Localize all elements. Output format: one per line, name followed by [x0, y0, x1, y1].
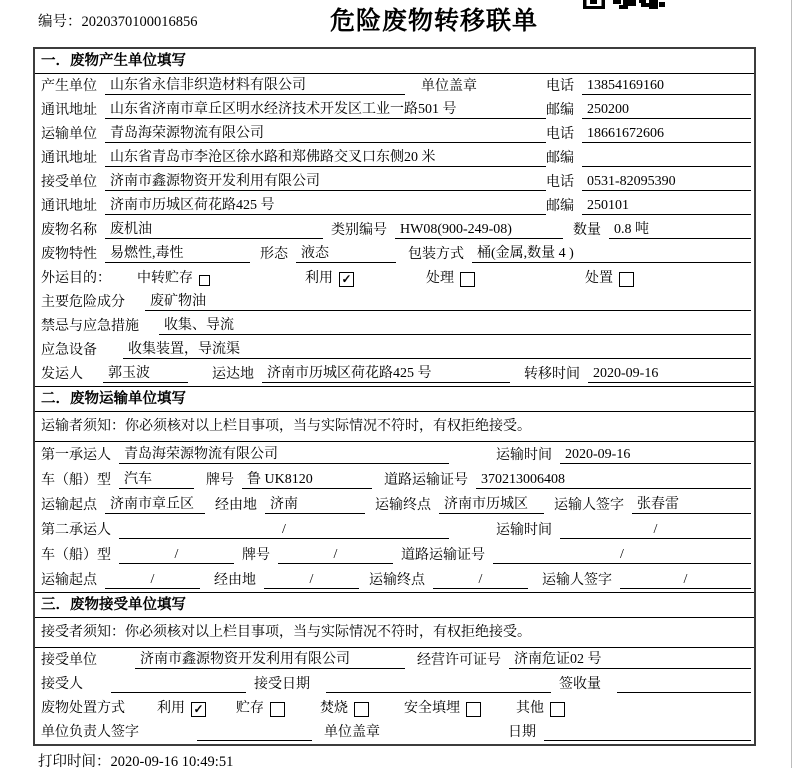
accepting-unit-label: 接受单位	[41, 653, 97, 668]
section-producer-title: 一．废物产生单位填写	[35, 49, 754, 74]
waste-character-label: 废物特性	[41, 247, 97, 262]
accepting-unit-row	[35, 648, 754, 672]
signed-quantity-value	[617, 676, 751, 693]
zip-label: 邮编	[546, 151, 574, 166]
section-receiver-title: 三．废物接受单位填写	[35, 593, 754, 618]
signed-quantity-label: 签收量	[559, 677, 601, 692]
disposal-burn-checkbox	[354, 702, 369, 717]
section-transporter	[35, 387, 754, 593]
second-transport-time-value: /	[560, 522, 751, 539]
hazard-component-value: 废矿物油	[145, 290, 751, 311]
form-label: 形态	[260, 247, 288, 262]
receiver-notice: 接受者须知：你必须核对以上栏目事项，当与实际情况不符时，有权拒绝接受。	[35, 618, 754, 648]
second-carrier-label: 第二承运人	[41, 523, 111, 538]
receiver-address-group	[41, 194, 546, 215]
phone-label: 电话	[546, 79, 574, 94]
producer-unit-label: 产生单位	[41, 79, 97, 94]
second-carrier-signature-value: /	[620, 572, 751, 589]
disposal-option-landfill	[404, 697, 481, 717]
carrier-signature-label: 运输人签字	[554, 498, 624, 513]
zip-label: 邮编	[546, 199, 574, 214]
transfer-time-value: 2020-09-16	[588, 366, 751, 383]
transfer-purpose-row	[35, 266, 754, 290]
transporter-unit-label: 运输单位	[41, 127, 97, 142]
print-time: 打印时间：2020-09-16 10:49:51	[38, 754, 234, 770]
origin-label: 运输起点	[41, 573, 97, 588]
road-permit-label: 道路运输证号	[401, 548, 485, 563]
unit-seal-label: 单位盖章	[421, 79, 477, 94]
first-vehicle-type-value: 汽车	[119, 468, 194, 489]
receiver-phone-value: 0531-82095390	[582, 174, 751, 191]
first-carrier-row	[35, 442, 754, 467]
disposal-landfill-label: 安全填埋	[404, 701, 460, 716]
second-via-value: /	[264, 572, 359, 589]
producer-address-group	[41, 98, 546, 119]
emergency-equipment-value: 收集装置，导流渠	[123, 338, 751, 359]
transporter-address-group	[41, 146, 546, 167]
purpose-use-checkbox: ✓	[339, 272, 354, 287]
category-code-value: HW08(900-249-08)	[395, 222, 563, 239]
transporter-zip-value	[582, 150, 751, 167]
consignor-value: 郭玉波	[103, 362, 188, 383]
purpose-storage-checkbox	[199, 275, 210, 286]
taboo-measures-label: 禁忌与应急措施	[41, 319, 139, 334]
section-receiver	[35, 593, 754, 744]
disposal-other-label: 其他	[516, 701, 544, 716]
responsible-signature-label: 单位负责人签字	[41, 725, 139, 740]
accepting-unit-value: 济南市鑫源物资开发利用有限公司	[135, 648, 405, 669]
purpose-option-dispose	[585, 267, 634, 287]
producer-zip-value: 250200	[582, 102, 751, 119]
disposal-option-other	[516, 697, 565, 717]
first-carrier-signature-value: 张春雷	[632, 493, 751, 514]
disposal-use-checkbox: ✓	[191, 702, 206, 717]
transporter-notice: 运输者须知：你必须核对以上栏目事项，当与实际情况不符时，有权拒绝接受。	[35, 412, 754, 442]
producer-unit-value: 山东省永信非织造材料有限公司	[105, 74, 405, 95]
purpose-option-storage	[137, 267, 210, 287]
second-vehicle-type-value: /	[119, 547, 234, 564]
second-road-permit-value: /	[493, 547, 751, 564]
phone-label: 电话	[546, 175, 574, 190]
qr-code-fragment-graphic	[583, 0, 665, 11]
transfer-form-table	[33, 47, 756, 746]
receiver-unit-row	[35, 170, 754, 194]
via-label: 经由地	[215, 498, 257, 513]
receiver-zip-value: 250101	[582, 198, 751, 215]
page-title: 危险废物转移联单	[329, 8, 539, 35]
license-number-label: 经营许可证号	[417, 653, 501, 668]
plate-number-label: 牌号	[206, 473, 234, 488]
road-permit-label: 道路运输证号	[384, 473, 468, 488]
transport-time-label: 运输时间	[496, 448, 552, 463]
transporter-unit-group	[41, 122, 546, 143]
plate-number-label: 牌号	[242, 548, 270, 563]
first-terminus-value: 济南市历城区	[439, 493, 544, 514]
doc-number-value: 2020370100016856	[81, 14, 198, 30]
origin-label: 运输起点	[41, 498, 97, 513]
disposal-option-use	[157, 697, 206, 717]
waste-character-row	[35, 242, 754, 266]
quantity-label: 数量	[573, 223, 601, 238]
purpose-treat-label: 处理	[426, 271, 454, 286]
second-terminus-value: /	[433, 572, 528, 589]
disposal-landfill-checkbox	[466, 702, 481, 717]
waste-character-value: 易燃性,毒性	[105, 242, 250, 263]
emergency-equipment-label: 应急设备	[41, 343, 97, 358]
doc-number	[38, 10, 198, 31]
consignor-row	[35, 362, 754, 386]
date-value	[544, 724, 751, 741]
producer-unit-group	[41, 74, 546, 95]
transfer-purpose-label: 外运目的：	[41, 271, 111, 286]
second-route-row	[35, 567, 754, 592]
waste-name-row	[35, 218, 754, 242]
purpose-storage-label: 中转贮存	[137, 271, 193, 286]
qr-code-icon	[583, 0, 665, 11]
section-producer	[35, 49, 754, 387]
disposal-other-checkbox	[550, 702, 565, 717]
destination-label: 运达地	[212, 367, 254, 382]
first-vehicle-row	[35, 467, 754, 492]
second-carrier-row	[35, 517, 754, 542]
purpose-option-treat	[426, 267, 475, 287]
second-carrier-group	[41, 519, 496, 539]
vehicle-type-label: 车（船）型	[41, 548, 111, 563]
acceptor-row	[35, 672, 754, 696]
terminus-label: 运输终点	[375, 498, 431, 513]
carrier-signature-label: 运输人签字	[542, 573, 612, 588]
transporter-address-row	[35, 146, 754, 170]
taboo-measures-value: 收集、导流	[159, 314, 751, 335]
second-vehicle-row	[35, 542, 754, 567]
transporter-address-value: 山东省青岛市李沧区徐水路和郑佛路交叉口东侧20 米	[105, 146, 546, 167]
transfer-time-label: 转移时间	[524, 367, 580, 382]
packing-label: 包装方式	[408, 247, 464, 262]
purpose-option-use	[305, 267, 354, 287]
unit-seal-label: 单位盖章	[324, 725, 380, 740]
first-carrier-group	[41, 443, 496, 464]
transporter-unit-value: 青岛海荣源物流有限公司	[105, 122, 546, 143]
receiver-unit-value: 济南市鑫源物资开发利用有限公司	[105, 170, 546, 191]
first-route-row	[35, 492, 754, 517]
emergency-equipment-row	[35, 338, 754, 362]
responsible-signature-row	[35, 720, 754, 744]
terminus-label: 运输终点	[369, 573, 425, 588]
receiver-unit-label: 接受单位	[41, 175, 97, 190]
waste-name-label: 废物名称	[41, 223, 97, 238]
first-carrier-value: 青岛海荣源物流有限公司	[119, 443, 449, 464]
receiver-unit-group	[41, 170, 546, 191]
license-number-value: 济南危证02 号	[509, 648, 751, 669]
packing-value: 桶(金属,数量 4 )	[472, 242, 751, 263]
receiver-address-value: 济南市历城区荷花路425 号	[105, 194, 546, 215]
acceptor-label: 接受人	[41, 677, 83, 692]
disposal-option-burn	[320, 697, 369, 717]
purpose-treat-checkbox	[460, 272, 475, 287]
second-origin-value: /	[105, 572, 200, 589]
hazard-component-row	[35, 290, 754, 314]
form-value: 液态	[296, 242, 396, 263]
address-label: 通讯地址	[41, 151, 97, 166]
acceptor-value	[111, 676, 246, 693]
consignor-label: 发运人	[41, 367, 83, 382]
disposal-method-row	[35, 696, 754, 720]
accept-date-label: 接受日期	[254, 677, 310, 692]
second-plate-value: /	[278, 547, 393, 564]
disposal-store-checkbox	[270, 702, 285, 717]
section-transporter-title: 二．废物运输单位填写	[35, 387, 754, 412]
quantity-value: 0.8 吨	[609, 218, 751, 239]
disposal-burn-label: 焚烧	[320, 701, 348, 716]
second-carrier-value: /	[119, 522, 449, 539]
first-plate-value: 鲁 UK8120	[242, 468, 372, 489]
category-code-label: 类别编号	[331, 223, 387, 238]
hazard-component-label: 主要危险成分	[41, 295, 125, 310]
purpose-dispose-label: 处置	[585, 271, 613, 286]
address-label: 通讯地址	[41, 199, 97, 214]
disposal-option-store	[236, 697, 285, 717]
purpose-dispose-checkbox	[619, 272, 634, 287]
first-road-permit-value: 370213006408	[476, 472, 751, 489]
accept-date-value	[326, 676, 551, 693]
date-label: 日期	[508, 725, 536, 740]
transporter-unit-row	[35, 122, 754, 146]
first-origin-value: 济南市章丘区	[105, 493, 205, 514]
purpose-use-label: 利用	[305, 271, 333, 286]
producer-phone-value: 13854169160	[582, 78, 751, 95]
zip-label: 邮编	[546, 103, 574, 118]
transport-time-label: 运输时间	[496, 523, 552, 538]
producer-unit-row	[35, 74, 754, 98]
via-label: 经由地	[214, 573, 256, 588]
vehicle-type-label: 车（船）型	[41, 473, 111, 488]
producer-address-row	[35, 98, 754, 122]
doc-number-label: 编号：	[38, 14, 82, 30]
disposal-store-label: 贮存	[236, 701, 264, 716]
destination-value: 济南市历城区荷花路425 号	[262, 362, 510, 383]
page-edge-divider	[791, 0, 792, 768]
taboo-measures-row	[35, 314, 754, 338]
phone-label: 电话	[546, 127, 574, 142]
producer-address-value: 山东省济南市章丘区明水经济技术开发区工业一路501 号	[105, 98, 546, 119]
receiver-address-row	[35, 194, 754, 218]
first-transport-time-value: 2020-09-16	[560, 447, 751, 464]
responsible-signature-value	[197, 724, 312, 741]
first-via-value: 济南	[265, 493, 365, 514]
address-label: 通讯地址	[41, 103, 97, 118]
disposal-use-label: 利用	[157, 701, 185, 716]
disposal-method-label: 废物处置方式	[41, 701, 125, 716]
transporter-phone-value: 18661672606	[582, 126, 751, 143]
waste-name-value: 废机油	[105, 218, 323, 239]
first-carrier-label: 第一承运人	[41, 448, 111, 463]
